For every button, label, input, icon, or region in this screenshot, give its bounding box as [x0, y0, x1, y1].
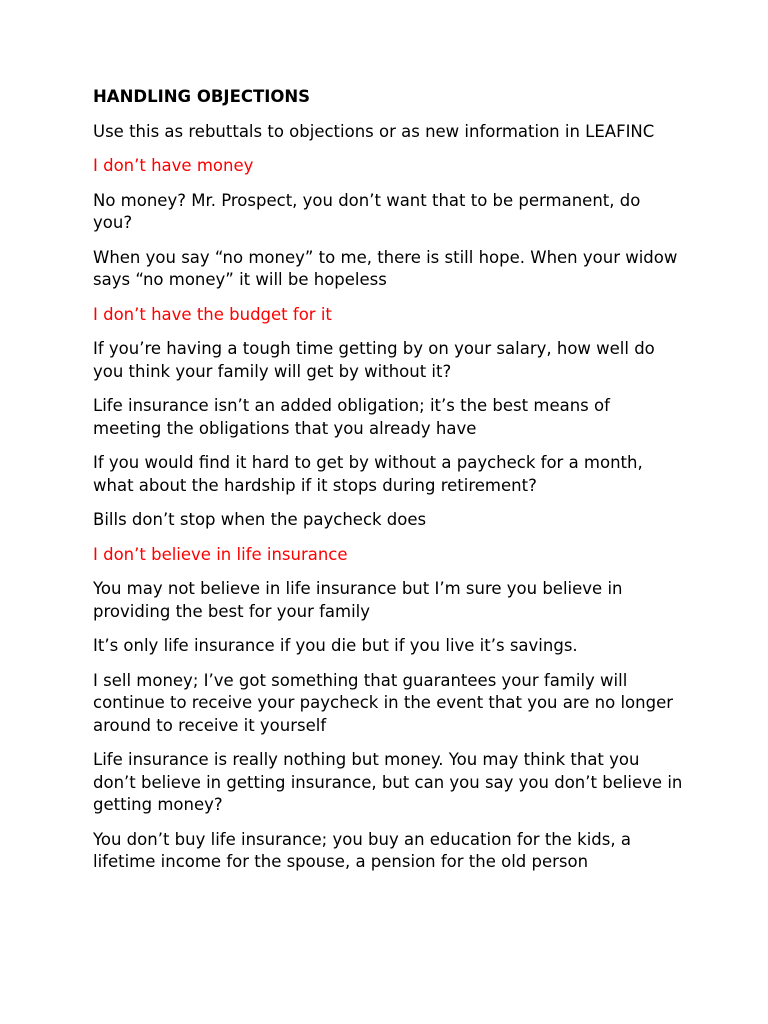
paragraph: When you say “no money” to me, there is still hope. When your widow says “no money” it will be hopeless [93, 247, 678, 289]
paragraph: Life insurance isn’t an added obligation; it’s the best means of meeting the obligations that you already have [93, 396, 610, 438]
section-heading-no-money: I don’t have money [93, 156, 254, 175]
document-title: HANDLING OBJECTIONS [93, 87, 311, 106]
paragraph: If you’re having a tough time getting by on your salary, how well do you think your family will get by without it? [93, 339, 655, 381]
paragraph: Bills don’t stop when the paycheck does [93, 510, 427, 529]
paragraph: I sell money; I’ve got something that guarantees your family will continue to receive your paycheck in the event that you are no longer around to receive it yourself [93, 670, 674, 735]
document-body [93, 86, 683, 886]
paragraph: No money? Mr. Prospect, you don’t want that to be permanent, do you? [93, 190, 641, 232]
paragraph: Life insurance is really nothing but money. You may think that you don’t believe in getting insurance, but can you say you don’t believe in getting money? [93, 750, 683, 814]
paragraph: It’s only life insurance if you die but if you live it’s savings. [93, 636, 578, 655]
paragraph: If you would find it hard to get by without a paycheck for a month, what about the hardship if it stops during retirement? [93, 453, 643, 495]
paragraph: You don’t buy life insurance; you buy an education for the kids, a lifetime income for the spouse, a pension for the old person [93, 829, 631, 871]
section-heading-no-budget: I don’t have the budget for it [93, 304, 332, 324]
paragraph: You may not believe in life insurance but I’m sure you believe in providing the best for your family [93, 579, 623, 621]
section-heading-dont-believe: I don’t believe in life insurance [93, 544, 348, 564]
intro-paragraph: Use this as rebuttals to objections or as new information in LEAFINC [93, 121, 655, 141]
